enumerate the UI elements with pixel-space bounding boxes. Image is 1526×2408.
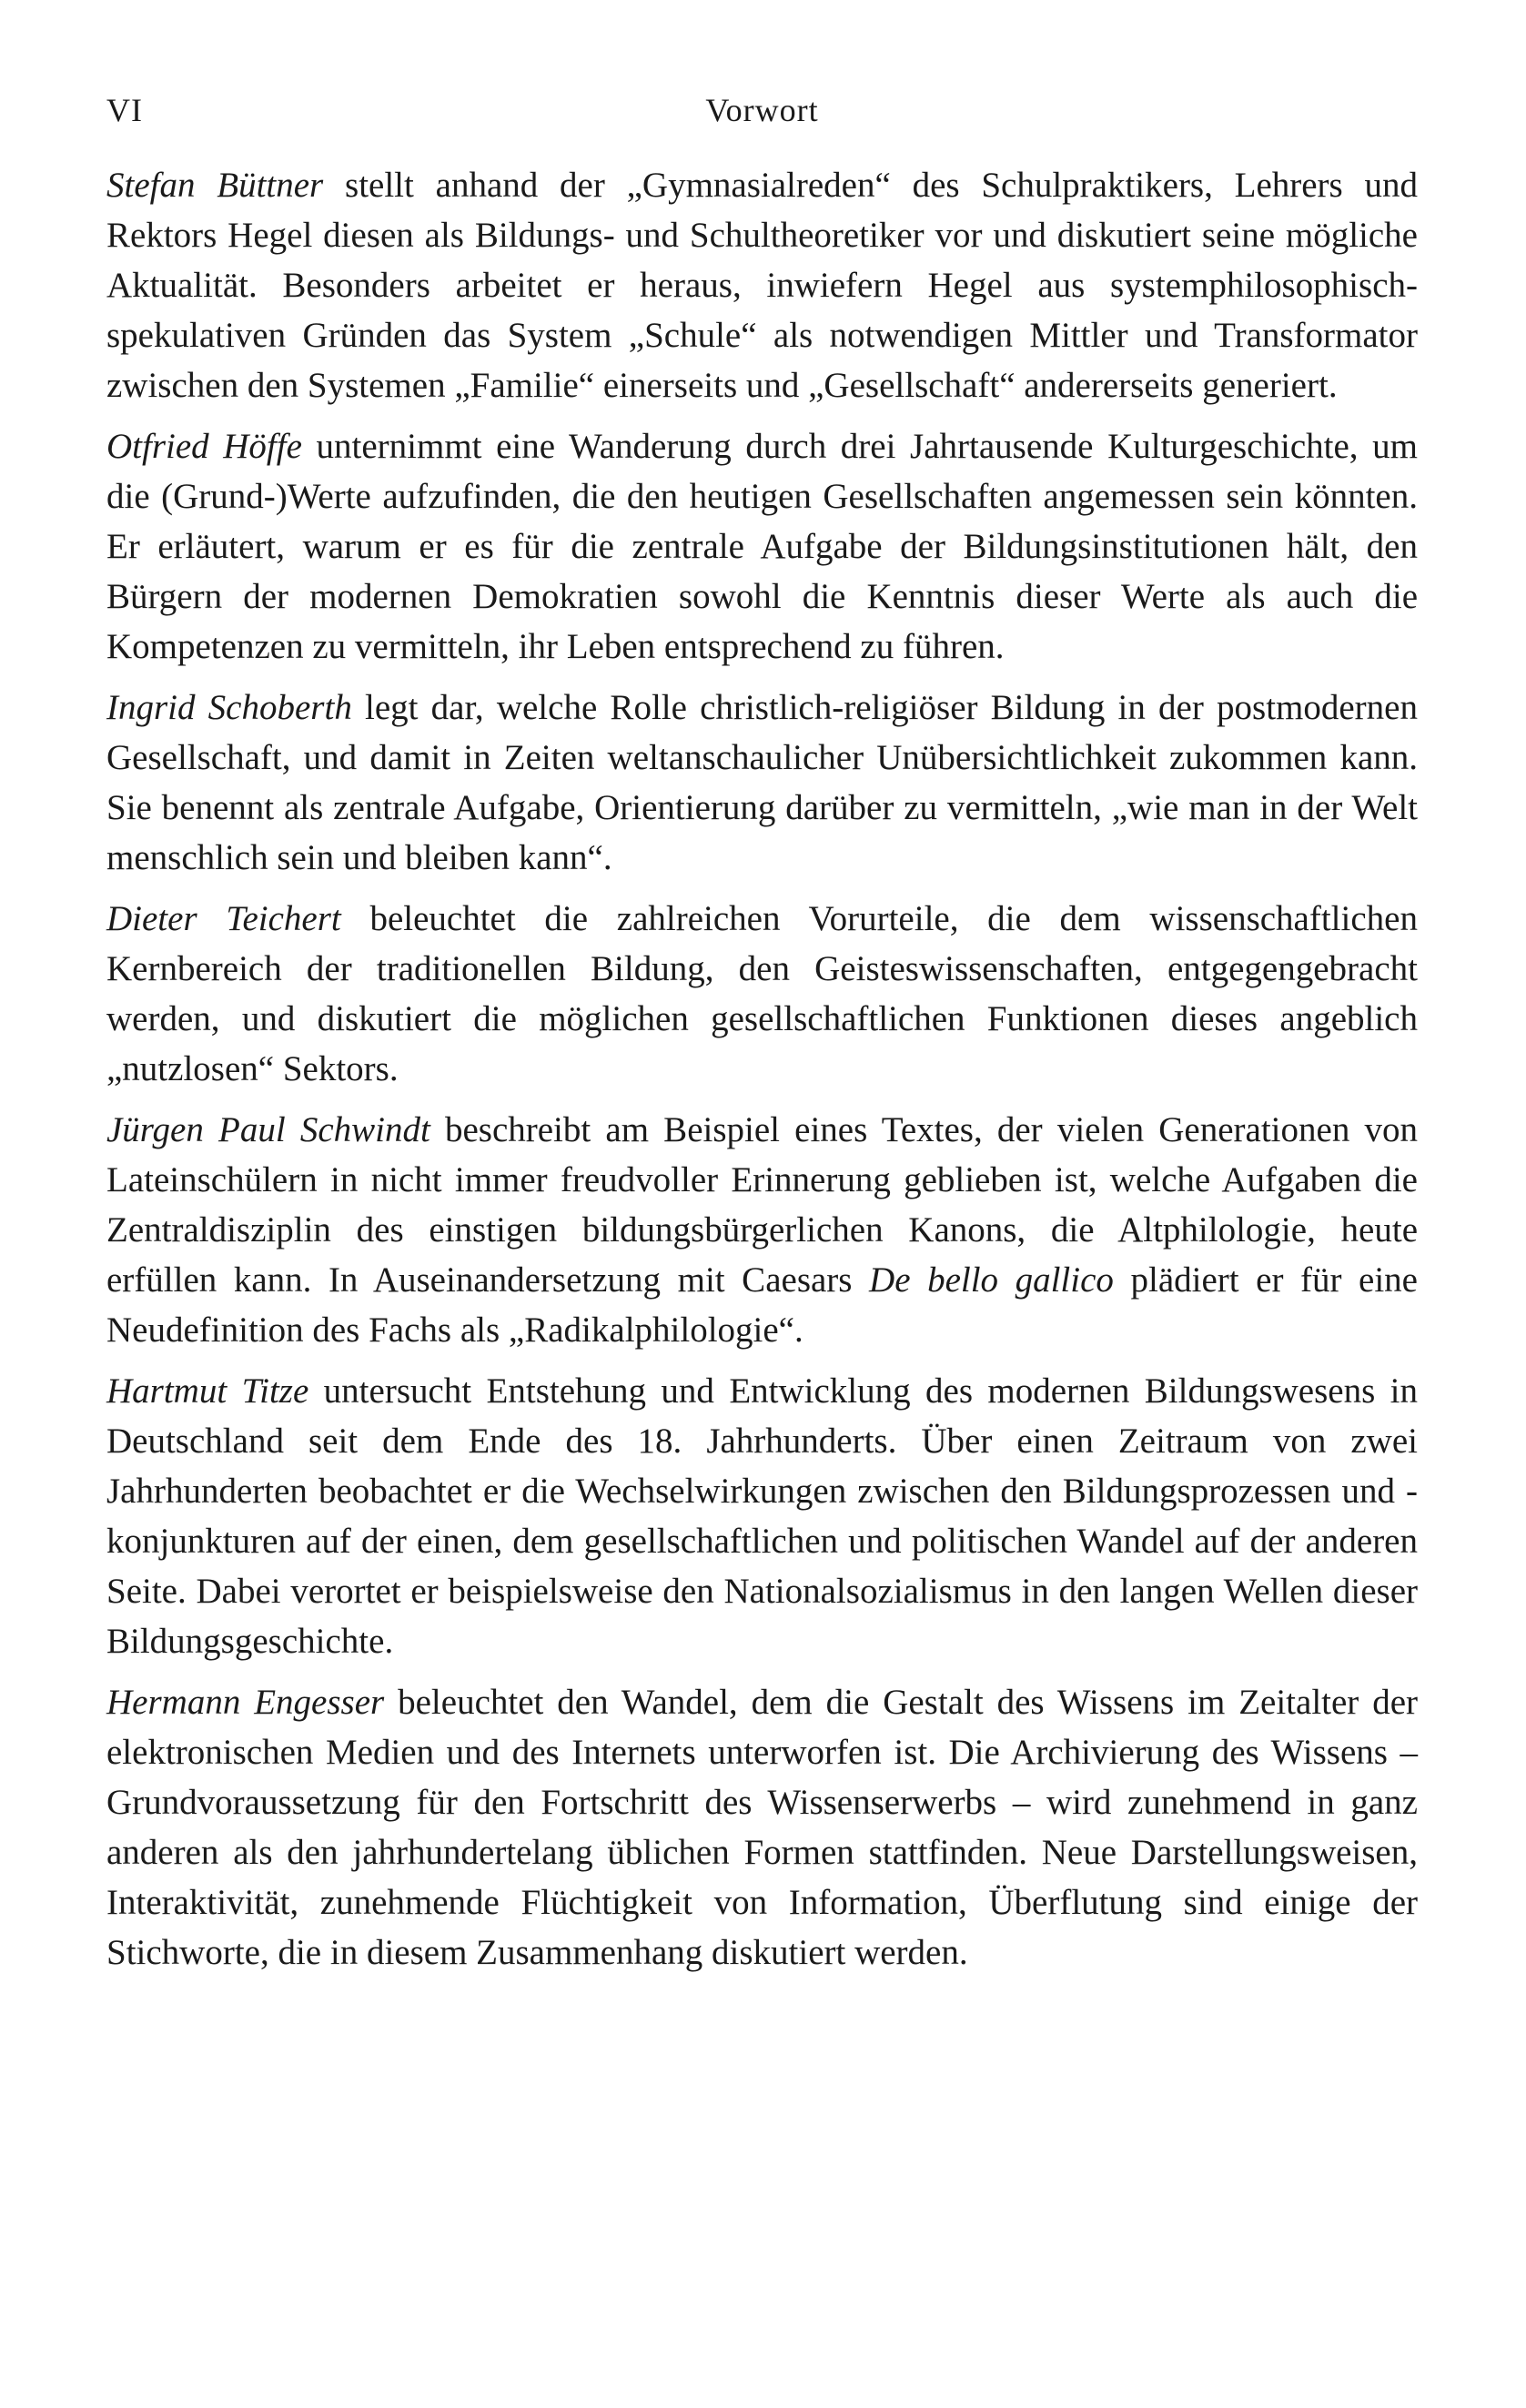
author-name: Hartmut Titze	[106, 1371, 309, 1411]
book-page	[106, 91, 1418, 1988]
paragraph-buettner	[106, 160, 1418, 410]
author-name: Stefan Büttner	[106, 166, 324, 205]
author-name: Dieter Teichert	[106, 899, 341, 938]
paragraph-teichert	[106, 894, 1418, 1094]
paragraph-text: beschreibt am Beispiel eines Textes, der vielen Generationen von Lateinschülern in nicht immer freudvoller Erinnerung geblieben ist, welche Aufgaben die Zentraldisziplin des einstigen bildungsbürgerlichen Kanons, die Altphilologie, heute erfüllen kann. In Auseinandersetzung mit Caesars	[106, 1110, 1418, 1300]
author-name: Otfried Höffe	[106, 427, 302, 466]
work-title: De bello gallico	[869, 1260, 1114, 1300]
paragraph-schwindt	[106, 1105, 1418, 1355]
paragraph-text: untersucht Entstehung und Entwicklung des modernen Bildungswesens in Deutschland seit dem Ende des 18. Jahrhunderts. Über einen Zeitraum von zwei Jahrhunderten beobachtet er die Wechselwirkungen zwischen den Bildungsprozessen und -konjunkturen auf der einen, dem gesellschaftlichen und politischen Wandel auf der anderen Seite. Dabei verortet er beispielsweise den Nationalsozialismus in den langen Wellen dieser Bildungsgeschichte.	[106, 1371, 1418, 1661]
paragraph-hoeffe	[106, 421, 1418, 672]
author-name: Hermann Engesser	[106, 1683, 385, 1722]
paragraph-schoberth	[106, 683, 1418, 883]
paragraph-text: legt dar, welche Rolle christlich-religiöser Bildung in der postmodernen Gesellschaft, und damit in Zeiten weltanschaulicher Unübersichtlichkeit zukommen kann. Sie benennt als zentrale Aufgabe, Orientierung darüber zu vermitteln, „wie man in der Welt menschlich sein und bleiben kann“.	[106, 688, 1418, 877]
paragraph-text: beleuchtet den Wandel, dem die Gestalt des Wissens im Zeitalter der elektronischen Medien und des Internets unterworfen ist. Die Archivierung des Wissens – Grundvoraussetzung für den Fortschritt des Wissenserwerbs – wird zunehmend in ganz anderen als den jahrhundertelang üblichen Formen stattfinden. Neue Darstellungsweisen, Interaktivität, zunehmende Flüchtigkeit von Information, Überflutung sind einige der Stichworte, die in diesem Zusammenhang diskutiert werden.	[106, 1683, 1418, 1972]
running-title: Vorwort	[705, 92, 819, 128]
author-name: Jürgen Paul Schwindt	[106, 1110, 430, 1149]
paragraph-engesser	[106, 1677, 1418, 1978]
paragraph-text: stellt anhand der „Gymnasialreden“ des Schulpraktikers, Lehrers und Rektors Hegel diesen als Bildungs- und Schultheoretiker vor und diskutiert seine mögliche Aktualität. Besonders arbeitet er heraus, inwiefern Hegel aus systemphilosophisch-spekulativen Gründen das System „Schule“ als notwendigen Mittler und Transformator zwischen den Systemen „Familie“ einerseits und „Gesellschaft“ andererseits generiert.	[106, 166, 1418, 405]
author-name: Ingrid Schoberth	[106, 688, 352, 727]
paragraph-text: unternimmt eine Wanderung durch drei Jahrtausende Kulturgeschichte, um die (Grund-)Werte aufzufinden, die den heutigen Gesellschaften angemessen sein könnten. Er erläutert, warum er es für die zentrale Aufgabe der Bildungsinstitutionen hält, den Bürgern der modernen Demokratien sowohl die Kenntnis dieser Werte als auch die Kompetenzen zu vermitteln, ihr Leben entsprechend zu führen.	[106, 427, 1418, 666]
paragraph-text-continued: plädiert er für eine Neudefinition des Fachs als „Radikalphilologie“.	[106, 1260, 1418, 1350]
body-text	[106, 160, 1418, 1978]
running-head	[106, 91, 1418, 146]
paragraph-text: beleuchtet die zahlreichen Vorurteile, die dem wissenschaftlichen Kernbereich der traditionellen Bildung, den Geisteswissenschaften, entgegengebracht werden, und diskutiert die möglichen gesellschaftlichen Funktionen dieses angeblich „nutzlosen“ Sektors.	[106, 899, 1418, 1088]
page-number: VI	[106, 92, 143, 128]
paragraph-titze	[106, 1366, 1418, 1666]
